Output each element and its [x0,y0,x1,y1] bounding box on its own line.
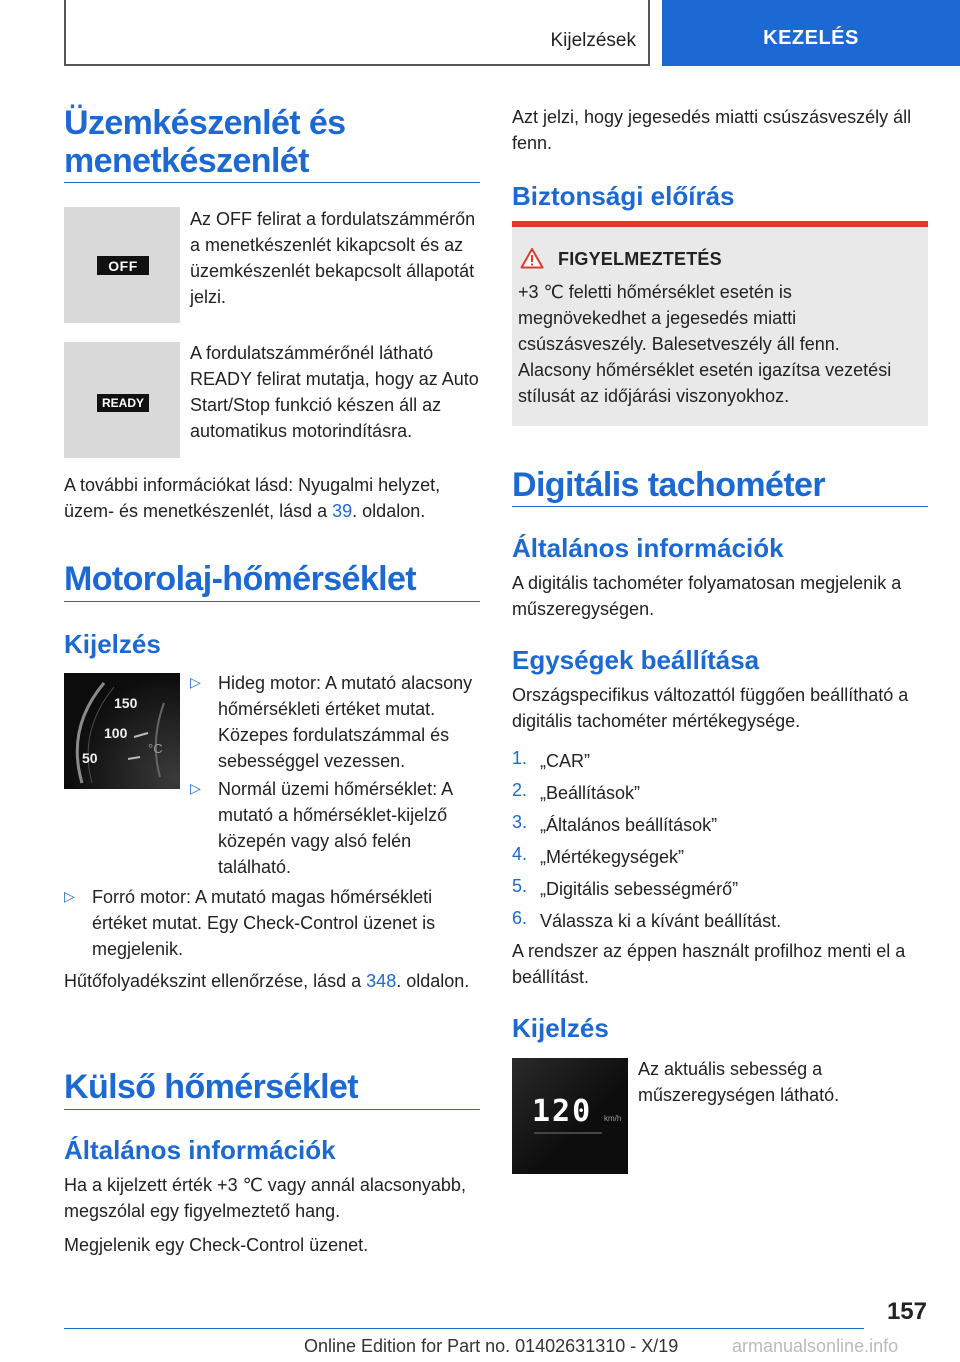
speed-value: 120 [532,1094,593,1129]
heading-outside-temp: Külső hőmérséklet [64,1068,359,1106]
step-text: „Mértékegységek” [540,847,685,867]
list-item [190,776,482,880]
page-link-39[interactable]: 39 [332,501,353,521]
warning-triangle-icon [520,247,544,269]
coolant-text: Hűtőfolyadékszint ellenőrzése, lásd a [64,971,367,991]
step-number: 3. [512,812,528,832]
header-divider-right [648,0,650,66]
tacho-paragraph: A digitális tachométer folyamatosan megjelenik a műszeregységen. [512,573,902,619]
heading-oil-temp: Motorolaj-hőmérséklet [64,560,417,598]
step-text: „Beállítások” [540,783,641,803]
bullet-text: Hideg motor: A mutató alacsony hőmérsékleti értéket mutat. Közepes fordulatszámmal és sebességgel vezessen. [218,673,473,771]
header-divider-bottom [64,64,650,66]
header-divider-left [64,0,66,66]
ice-warning-paragraph: Azt jelzi, hogy jegesedés miatti csúszásveszély áll fenn. [512,107,912,153]
footer-edition: Online Edition for Part no. 01402631310 - X/19 [304,1336,679,1356]
speed-display-figure [512,1058,628,1174]
speed-unit: km/h [604,1114,622,1123]
bullet-triangle-icon: ▷ [190,780,201,796]
step-text: „CAR” [540,751,590,771]
warning-box [512,221,928,426]
bullet-text: Normál üzemi hőmérséklet: A mutató a hőmérséklet-kijelző közepén vagy alsó felén található. [218,779,453,877]
list-item [64,884,480,962]
coolant-suffix: . oldalon. [396,971,470,991]
ready-indicator-figure [64,342,180,458]
warning-bar [512,221,928,227]
gauge-label-50: 50 [82,750,98,766]
speed-paragraph: Az aktuális sebesség a műszeregységen látható. [638,1059,840,1105]
warning-text: +3 ℃ feletti hőmérséklet esetén is megnövekedhet a jegesedés miatti csúszásveszély. Balesetveszély áll fenn. Alacsony hőmérséklet esetén igazítsa vezetési stílusát az időjárási viszonyokhoz. [518,282,892,406]
off-badge: OFF [97,256,149,275]
more-info-paragraph [64,472,480,524]
off-description: Az OFF felirat a fordulatszámmérőn a menetkészenlét kikapcsolt és az üzemkészenlét bekapcsolt állapotát jelzi. [190,209,476,307]
oil-temp-gauge-figure [64,673,180,789]
heading-rule [64,601,480,602]
list-item [190,670,482,774]
footer-rule [64,1328,864,1329]
ready-description: A fordulatszámmérőnél látható READY felirat mutatja, hogy az Auto Start/Stop funkció készen áll az automatikus motorindításra. [190,343,479,441]
heading-general-info-right: Általános információk [512,533,784,563]
page-number: 157 [886,1298,927,1325]
speed-underline [534,1132,602,1134]
heading-display-right: Kijelzés [512,1013,609,1043]
step-text: „Digitális sebességmérő” [540,879,739,899]
list-item [512,748,928,774]
watermark: armanualsonline.info [732,1336,899,1356]
bullet-triangle-icon: ▷ [64,888,75,904]
bullet-text: Forró motor: A mutató magas hőmérsékleti értéket mutat. Egy Check-Control üzenet is megjelenik. [92,887,436,959]
heading-rule [64,182,480,183]
heading-standby: Üzemkészenlét és menetkészenlét [64,104,346,180]
bullet-triangle-icon: ▷ [190,674,201,690]
gauge-label-100: 100 [104,725,128,741]
heading-general-info: Általános információk [64,1135,336,1165]
coolant-paragraph [64,968,480,994]
heading-units: Egységek beállítása [512,645,760,675]
step-number: 6. [512,908,528,928]
gauge-unit-celsius: °C [148,741,163,756]
outside-temp-paragraph: Ha a kijelzett érték +3 ℃ vagy annál alacsonyabb, megszólal egy figyelmeztető hang. [64,1175,466,1221]
heading-rule [64,1109,480,1110]
step-number: 5. [512,876,528,896]
step-text: Válassza ki a kívánt beállítást. [540,911,782,931]
heading-safety: Biztonsági előírás [512,181,735,211]
more-info-text: A további információkat lásd: Nyugalmi helyzet, üzem- és menetkészenlét, lásd a [64,475,441,521]
list-item [512,844,928,870]
list-item [512,780,928,806]
off-indicator-figure [64,207,180,323]
save-paragraph: A rendszer az éppen használt profilhoz menti el a beállítást. [512,941,906,987]
heading-rule [512,506,928,507]
step-text: „Általános beállítások” [540,815,718,835]
step-number: 4. [512,844,528,864]
list-item [512,876,928,902]
page-link-348[interactable]: 348 [366,971,397,991]
list-item [512,812,928,838]
step-number: 1. [512,748,528,768]
ready-badge: READY [97,394,149,412]
header-chapter-tab[interactable]: KEZELÉS [662,0,960,66]
gauge-label-150: 150 [114,695,138,711]
units-paragraph: Országspecifikus változattól függően beállítható a digitális tachométer mértékegysége. [512,685,909,731]
list-item [512,908,928,934]
warning-title: FIGYELMEZTETÉS [558,249,722,269]
more-info-suffix: . oldalon. [352,501,426,521]
heading-display: Kijelzés [64,629,161,659]
check-control-paragraph: Megjelenik egy Check-Control üzenet. [64,1235,369,1255]
step-number: 2. [512,780,528,800]
heading-digital-tacho: Digitális tachométer [512,466,825,504]
header-section-title: Kijelzések [550,30,636,51]
